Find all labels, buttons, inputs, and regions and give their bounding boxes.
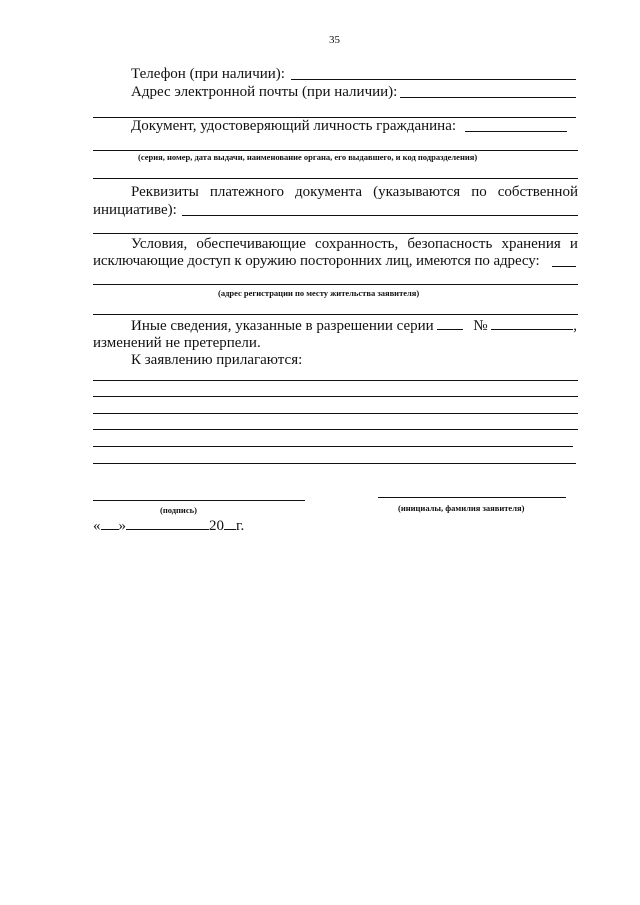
payment-word: по: [471, 184, 487, 200]
payment-word: платежного: [209, 184, 284, 200]
payment-line-2: инициативе):: [93, 202, 177, 218]
month-fill-line[interactable]: [126, 517, 209, 530]
attachment-line[interactable]: [93, 446, 573, 447]
identity-doc-fill-line[interactable]: [465, 131, 567, 132]
storage-line-2: исключающие доступ к оружию посторонних лиц, имеются по адресу:: [93, 253, 540, 269]
storage-word: сохранность,: [315, 236, 399, 252]
storage-word: обеспечивающие: [196, 236, 306, 252]
payment-line-3[interactable]: [93, 233, 578, 234]
other-info-line-1: [131, 317, 577, 335]
storage-hint: (адрес регистрации по месту жительства заявителя): [218, 288, 420, 298]
payment-word: (указываются: [373, 184, 461, 200]
identity-doc-line-2[interactable]: [93, 178, 578, 179]
other-info-prefix: Иные сведения, указанные в разрешении серии: [131, 318, 434, 334]
storage-line-1: [131, 236, 578, 253]
number-sign: №: [473, 318, 488, 334]
signature-line[interactable]: [93, 500, 305, 501]
attachment-line[interactable]: [93, 413, 578, 414]
phone-label: Телефон (при наличии):: [131, 66, 285, 82]
payment-word: собственной: [497, 184, 578, 200]
storage-word: и: [569, 236, 578, 252]
storage-word: хранения: [501, 236, 561, 252]
email-fill-line[interactable]: [400, 97, 576, 98]
trailing-comma: ,: [573, 318, 578, 334]
storage-address-line-2[interactable]: [93, 314, 578, 315]
year-fill-line[interactable]: [224, 517, 236, 530]
other-info-line-2: изменений не претерпели.: [93, 335, 261, 351]
page-number: 35: [329, 34, 340, 46]
attachment-line[interactable]: [93, 396, 578, 397]
payment-fill-line[interactable]: [182, 215, 578, 216]
attachment-line[interactable]: [93, 380, 578, 381]
payment-line-1: [131, 184, 578, 201]
date-line: [93, 517, 244, 535]
phone-fill-line[interactable]: [291, 79, 576, 80]
applicant-name-hint: (инициалы, фамилия заявителя): [398, 503, 525, 513]
attachments-label: К заявлению прилагаются:: [131, 352, 303, 368]
identity-doc-label: Документ, удостоверяющий личность гражданина:: [131, 118, 457, 134]
storage-fill-line[interactable]: [552, 266, 576, 267]
email-label: Адрес электронной почты (при наличии):: [131, 84, 398, 100]
applicant-name-line[interactable]: [378, 497, 566, 498]
year-suffix: г.: [236, 518, 245, 534]
attachment-line[interactable]: [93, 463, 576, 464]
storage-address-line[interactable]: [93, 284, 578, 285]
storage-word: безопасность: [407, 236, 493, 252]
signature-hint: (подпись): [160, 505, 197, 515]
payment-word: документа: [295, 184, 363, 200]
series-fill-line[interactable]: [437, 317, 463, 330]
day-fill-line[interactable]: [101, 517, 119, 530]
storage-word: Условия,: [131, 236, 188, 252]
date-open-quote: «: [93, 518, 101, 534]
attachment-line[interactable]: [93, 429, 578, 430]
number-fill-line[interactable]: [491, 317, 573, 330]
identity-doc-line[interactable]: [93, 150, 578, 151]
identity-doc-hint: (серия, номер, дата выдачи, наименование органа, его выдавшего, и код подразделения): [138, 152, 478, 162]
date-close-quote: »: [118, 518, 126, 534]
payment-word: Реквизиты: [131, 184, 199, 200]
year-prefix: 20: [209, 518, 224, 534]
